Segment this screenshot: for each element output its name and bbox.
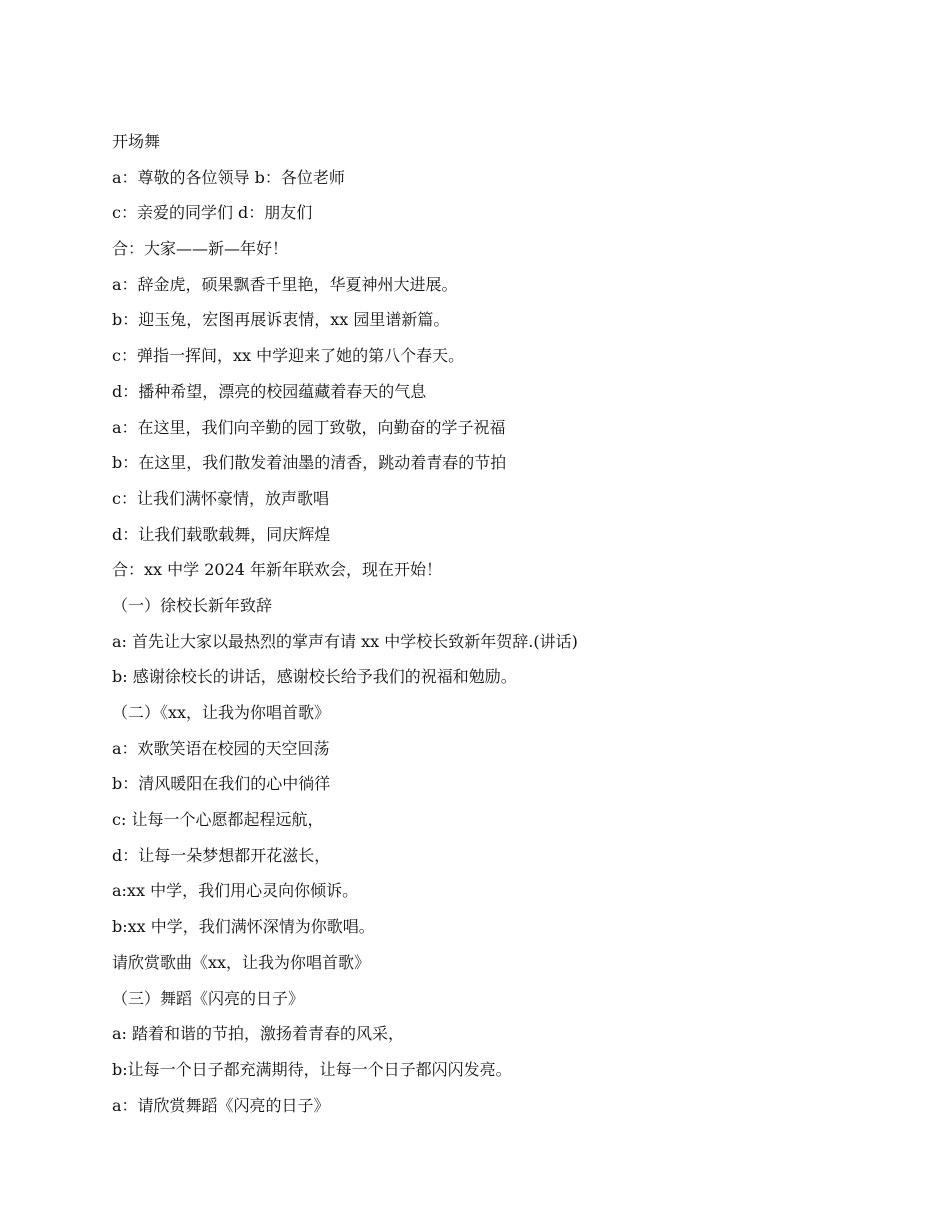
text-line: 请欣赏歌曲《xx，让我为你唱首歌》 [112, 952, 371, 972]
document-body [112, 124, 852, 1123]
text-line: d：播种希望，漂亮的校园蕴藏着春天的气息 [112, 381, 427, 401]
text-line: d：让每一朵梦想都开花滋长， [112, 845, 331, 865]
text-line: c：弹指一挥间，xx 中学迎来了她的第八个春天。 [112, 346, 465, 366]
text-line: a: 首先让大家以最热烈的掌声有请 xx 中学校长致新年贺辞.(讲话) [112, 631, 578, 651]
text-line: b:让每一个日子都充满期待，让每一个日子都闪闪发亮。 [112, 1059, 512, 1079]
text-line: a：欢歌笑语在校园的天空回荡 [112, 738, 330, 758]
text-line: c: 让每一个心愿都起程远航， [112, 810, 324, 830]
text-line: a: 踏着和谐的节拍，激扬着青春的风采， [112, 1024, 405, 1044]
text-line: a：请欣赏舞蹈《闪亮的日子》 [112, 1095, 330, 1115]
text-line: （三）舞蹈《闪亮的日子》 [112, 988, 305, 1008]
text-line: （二）《xx，让我为你唱首歌》 [112, 703, 331, 722]
text-line: b:xx 中学，我们满怀深情为你歌唱。 [112, 917, 375, 937]
text-line: c：让我们满怀豪情，放声歌唱 [112, 488, 329, 508]
text-line: 合：xx 中学 2024 年新年联欢会，现在开始！ [112, 560, 443, 580]
text-line: a：在这里，我们向辛勤的园丁致敬，向勤奋的学子祝福 [112, 417, 506, 437]
text-line: 合：大家——新—年好！ [112, 239, 289, 259]
text-line: （一）徐校长新年致辞 [112, 595, 273, 615]
text-line: b：清风暖阳在我们的心中徜徉 [112, 774, 331, 794]
text-line: a：辞金虎，硕果飘香千里艳，华夏神州大进展。 [112, 274, 458, 294]
text-line: 开场舞 [112, 132, 161, 151]
text-line: a:xx 中学，我们用心灵向你倾诉。 [112, 881, 359, 901]
text-line: b：在这里，我们散发着油墨的清香，跳动着青春的节拍 [112, 453, 507, 473]
text-line: a：尊敬的各位领导 b：各位老师 [112, 167, 345, 187]
text-line: b：迎玉兔，宏图再展诉衷情，xx 园里谱新篇。 [112, 310, 450, 330]
text-line: c：亲爱的同学们 d：朋友们 [112, 203, 313, 223]
text-line: d：让我们载歌载舞，同庆辉煌 [112, 524, 331, 544]
text-line: b: 感谢徐校长的讲话，感谢校长给予我们的祝福和勉励。 [112, 667, 517, 687]
